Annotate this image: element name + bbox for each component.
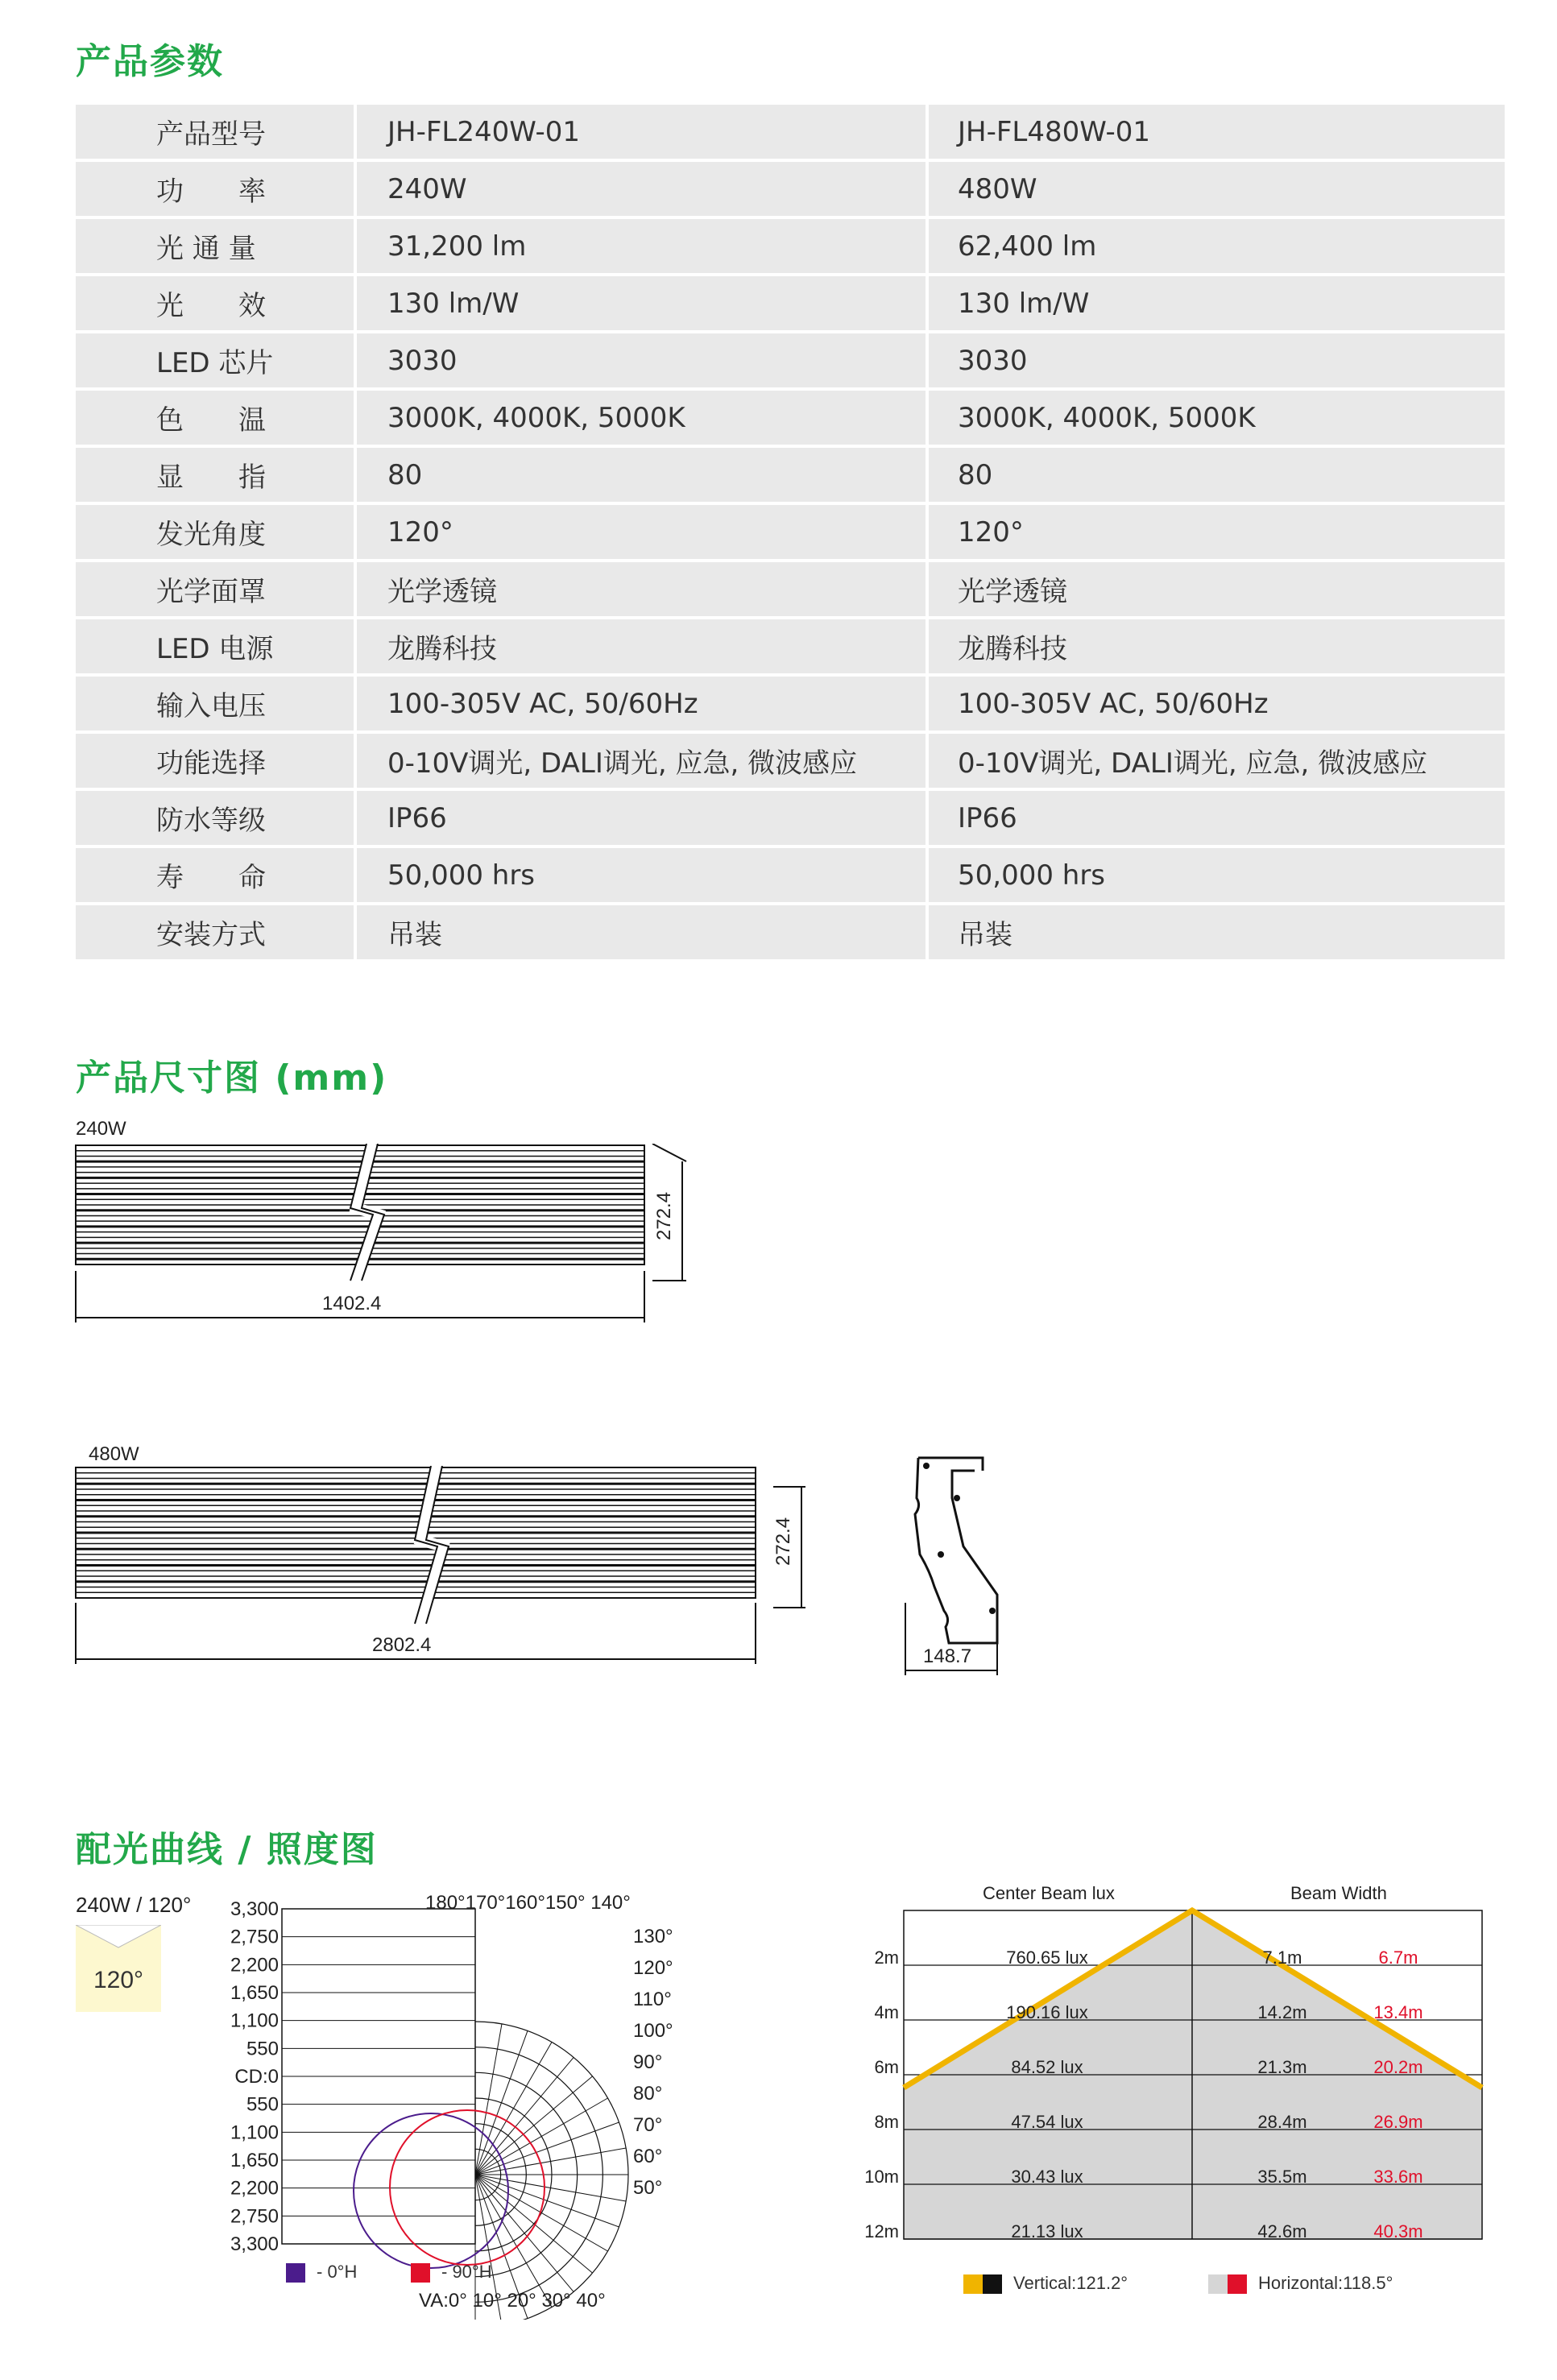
legend-0h	[286, 2262, 357, 2283]
curve-0h	[354, 2113, 508, 2268]
angle-label: 70°	[633, 2114, 663, 2136]
angle-label: 120°	[633, 1957, 673, 1979]
angle-label: 60°	[633, 2146, 663, 2167]
spec-value-480w: 光学透镜	[929, 562, 1505, 616]
distance-label: 10m	[864, 2167, 899, 2187]
spec-value-240w: 130 lm/W	[357, 276, 926, 330]
curve-90h	[390, 2110, 545, 2265]
params-heading: 产品参数	[76, 41, 224, 82]
table-row	[76, 276, 1505, 330]
radial-label: 1,650	[230, 1982, 279, 2004]
spec-value-480w: 130 lm/W	[929, 276, 1505, 330]
radial-label: CD:0	[234, 2066, 279, 2088]
legend-swatch	[286, 2263, 305, 2283]
dimensions-heading: 产品尺寸图 (mm)	[76, 1058, 388, 1099]
spec-label: 防水等级	[76, 791, 354, 845]
dimension-drawing-480w	[72, 1466, 846, 1675]
dimension-drawing-240w	[72, 1144, 717, 1337]
spec-value-480w: IP66	[929, 791, 1505, 845]
radial-label: 2,750	[230, 2205, 279, 2228]
table-row	[76, 105, 1505, 159]
screw-point	[923, 1463, 930, 1469]
legend-label: - 90°H	[441, 2262, 492, 2282]
table-row	[76, 505, 1505, 559]
horizontal-width-value: 33.6m	[1373, 2167, 1423, 2187]
radial-label: 3,300	[230, 2233, 279, 2255]
table-row	[76, 848, 1505, 902]
spec-value-240w: 3000K, 4000K, 5000K	[357, 391, 926, 445]
spec-value-480w: 62,400 lm	[929, 219, 1505, 273]
legend-horizontal	[1208, 2273, 1393, 2294]
legend-label: - 0°H	[317, 2262, 358, 2282]
radial-label: 2,200	[230, 2177, 279, 2200]
distance-label: 12m	[864, 2221, 899, 2241]
table-row	[76, 791, 1505, 845]
screw-point	[989, 1608, 996, 1614]
spec-value-480w: 120°	[929, 505, 1505, 559]
horizontal-width-value: 40.3m	[1373, 2221, 1423, 2241]
spec-value-240w: 240W	[357, 162, 926, 216]
table-row	[76, 734, 1505, 788]
spec-value-480w: 100-305V AC, 50/60Hz	[929, 677, 1505, 731]
side-profile-outline	[915, 1458, 997, 1643]
spec-label: LED 芯片	[76, 333, 354, 387]
center-lux-value: 760.65 lux	[1006, 1947, 1088, 1968]
spec-value-240w: 100-305V AC, 50/60Hz	[357, 677, 926, 731]
table-row	[76, 677, 1505, 731]
spec-value-480w: 50,000 hrs	[929, 848, 1505, 902]
spec-value-240w: 3030	[357, 333, 926, 387]
vertical-width-value: 14.2m	[1257, 2002, 1307, 2022]
radial-label: 550	[246, 2038, 279, 2060]
radial-label: 2,750	[230, 1926, 279, 1948]
vertical-width-value: 42.6m	[1257, 2221, 1307, 2241]
table-row	[76, 333, 1505, 387]
center-lux-value: 47.54 lux	[1011, 2112, 1083, 2132]
spec-value-240w: 31,200 lm	[357, 219, 926, 273]
legend-swatch-grey	[1208, 2274, 1228, 2294]
polar-title: 240W / 120°	[76, 1893, 192, 1917]
polar-radial-labels	[230, 1898, 279, 2255]
spec-label: 安装方式	[76, 905, 354, 959]
spec-value-240w: 120°	[357, 505, 926, 559]
side-profile-drawing	[902, 1450, 1015, 1683]
screw-point	[954, 1495, 960, 1501]
legend-swatch-black	[983, 2274, 1002, 2294]
spec-label: 光 通 量	[76, 219, 354, 273]
polar-curve-chart	[226, 1885, 677, 2320]
radial-label: 1,100	[230, 2010, 279, 2032]
width-side: 148.7	[923, 1645, 972, 1667]
angle-label: 100°	[633, 2020, 673, 2042]
angle-label: 50°	[633, 2177, 663, 2199]
spec-value-240w: 光学透镜	[357, 562, 926, 616]
length-480w: 2802.4	[372, 1634, 432, 1656]
spec-value-240w: 龙腾科技	[357, 619, 926, 673]
legend-90h	[411, 2262, 492, 2283]
horizontal-width-value: 20.2m	[1373, 2057, 1423, 2077]
polar-grid	[282, 1909, 628, 2320]
angle-label: 90°	[633, 2051, 663, 2073]
beam-angle-badge	[76, 1925, 161, 2012]
spec-label: 色 温	[76, 391, 354, 445]
radial-label: 1,650	[230, 2150, 279, 2171]
center-lux-value: 30.43 lux	[1011, 2167, 1083, 2187]
radial-label: 550	[246, 2093, 279, 2116]
spec-label: LED 电源	[76, 619, 354, 673]
spec-value-480w: 480W	[929, 162, 1505, 216]
spec-value-480w: 龙腾科技	[929, 619, 1505, 673]
spec-value-240w: IP66	[357, 791, 926, 845]
spec-value-240w: JH-FL240W-01	[357, 105, 926, 159]
spec-label: 光学面罩	[76, 562, 354, 616]
spec-label: 寿 命	[76, 848, 354, 902]
table-row	[76, 448, 1505, 502]
legend-label: Vertical:121.2°	[1013, 2273, 1128, 2293]
header-beam-width: Beam Width	[1290, 1883, 1387, 1903]
beam-angle-value: 120°	[93, 1967, 144, 1993]
polar-top-angles: 180°170°160°150° 140°	[425, 1892, 631, 1914]
spec-label: 产品型号	[76, 105, 354, 159]
radial-label: 2,200	[230, 1954, 279, 1976]
distance-label: 2m	[874, 1947, 899, 1968]
center-lux-value: 84.52 lux	[1011, 2057, 1083, 2077]
spec-value-240w: 0-10V调光, DALI调光, 应急, 微波感应	[357, 734, 926, 788]
spec-label: 功能选择	[76, 734, 354, 788]
model-480w-label: 480W	[89, 1443, 139, 1465]
table-row	[76, 219, 1505, 273]
legend-swatch-yellow	[963, 2274, 983, 2294]
spec-label: 显 指	[76, 448, 354, 502]
center-lux-value: 190.16 lux	[1006, 2002, 1088, 2022]
horizontal-width-value: 26.9m	[1373, 2112, 1423, 2132]
horizontal-width-value: 6.7m	[1378, 1947, 1418, 1968]
legend-swatch-red	[1228, 2274, 1247, 2294]
distance-label: 4m	[874, 2002, 899, 2022]
table-row	[76, 905, 1505, 959]
spec-value-480w: 吊装	[929, 905, 1505, 959]
table-row	[76, 162, 1505, 216]
spec-value-480w: JH-FL480W-01	[929, 105, 1505, 159]
spec-label: 发光角度	[76, 505, 354, 559]
radial-label: 1,100	[230, 2121, 279, 2144]
distance-label: 6m	[874, 2057, 899, 2077]
spec-value-480w: 3030	[929, 333, 1505, 387]
vertical-width-value: 28.4m	[1257, 2112, 1307, 2132]
dim-line	[652, 1144, 686, 1161]
spec-value-480w: 80	[929, 448, 1505, 502]
spec-label: 输入电压	[76, 677, 354, 731]
height-240w: 272.4	[653, 1191, 675, 1240]
spec-label: 功 率	[76, 162, 354, 216]
table-row	[76, 562, 1505, 616]
spec-value-240w: 50,000 hrs	[357, 848, 926, 902]
angle-label: 130°	[633, 1926, 673, 1947]
beam-triangle-icon	[76, 1925, 161, 1957]
length-240w: 1402.4	[322, 1293, 382, 1314]
spec-value-240w: 80	[357, 448, 926, 502]
angle-label: 110°	[633, 1989, 672, 2010]
polar-bottom-angles: VA:0° 10° 20° 30° 40°	[419, 2290, 606, 2312]
vertical-width-value: 7.1m	[1262, 1947, 1302, 1968]
height-480w: 272.4	[772, 1517, 794, 1566]
legend-label: Horizontal:118.5°	[1258, 2273, 1393, 2293]
spec-value-480w: 0-10V调光, DALI调光, 应急, 微波感应	[929, 734, 1505, 788]
radial-label: 3,300	[230, 1898, 279, 1920]
distance-label: 8m	[874, 2112, 899, 2132]
vertical-width-value: 21.3m	[1257, 2057, 1307, 2077]
vertical-width-value: 35.5m	[1257, 2167, 1307, 2187]
polar-right-angles	[633, 1926, 673, 2199]
center-lux-value: 21.13 lux	[1011, 2221, 1083, 2241]
screw-point	[938, 1551, 944, 1558]
angle-label: 80°	[633, 2083, 663, 2105]
legend-swatch	[411, 2263, 430, 2283]
spec-label: 光 效	[76, 276, 354, 330]
table-row	[76, 619, 1505, 673]
model-240w-label: 240W	[76, 1118, 126, 1140]
curves-heading: 配光曲线 / 照度图	[76, 1829, 378, 1870]
legend-vertical	[963, 2273, 1128, 2294]
spec-value-240w: 吊装	[357, 905, 926, 959]
header-center-beam: Center Beam lux	[983, 1883, 1115, 1903]
illuminance-chart	[854, 1877, 1506, 2328]
table-row	[76, 391, 1505, 445]
horizontal-width-value: 13.4m	[1373, 2002, 1423, 2022]
spec-value-480w: 3000K, 4000K, 5000K	[929, 391, 1505, 445]
spec-table	[76, 105, 1505, 962]
